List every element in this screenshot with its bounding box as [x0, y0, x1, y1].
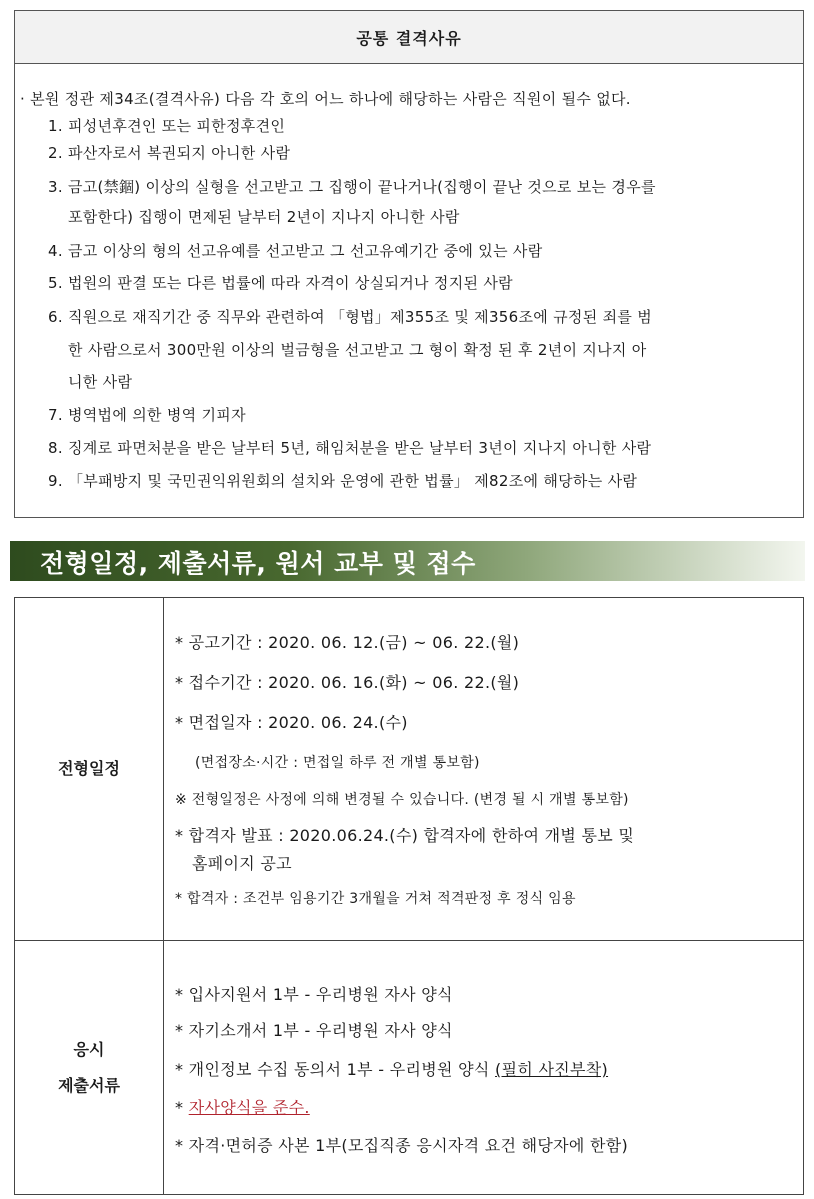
list-item: 4. 금고 이상의 형의 선고유예를 선고받고 그 선고유예기간 중에 있는 사람 [48, 242, 543, 260]
document-format-notice [175, 1095, 310, 1118]
format-notice-bullet: * [175, 1098, 189, 1117]
schedule-interview-note: (면접장소·시간 : 면접일 하루 전 개별 통보함) [195, 755, 480, 771]
schedule-announcement: * 합격자 발표 : 2020.06.24.(수) 합격자에 한하여 개별 통보 및 [175, 826, 635, 845]
list-item: 3. 금고(禁錮) 이상의 실형을 선고받고 그 집행이 끝나거나(집행이 끝난 것으로 보는 경우를 [48, 178, 656, 196]
list-item-continuation: 한 사람으로서 300만원 이상의 벌금형을 선고받고 그 형이 확정 된 후 2년이 지나지 아 [68, 341, 647, 359]
schedule-interview-date: * 면접일자 : 2020. 06. 24.(수) [175, 713, 408, 732]
document-self-introduction: * 자기소개서 1부 - 우리병원 자사 양식 [175, 1021, 453, 1040]
schedule-probation: * 합격자 : 조건부 임용기간 3개월을 거쳐 적격판정 후 정식 임용 [175, 891, 576, 907]
document-license-copy: * 자격·면허증 사본 1부(모집직종 응시자격 요건 해당자에 한함) [175, 1136, 629, 1155]
document-application-form: * 입사지원서 1부 - 우리병원 자사 양식 [175, 985, 453, 1004]
section-header-bar [10, 541, 805, 581]
schedule-posting-period: * 공고기간 : 2020. 06. 12.(금) ~ 06. 22.(월) [175, 633, 520, 652]
documents-label-line1: 응시 [73, 1040, 105, 1059]
list-item: 8. 징계로 파면처분을 받은 날부터 5년, 해임처분을 받은 날부터 3년이 지나지 아니한 사람 [48, 439, 652, 457]
format-notice-text: 자사양식을 준수. [188, 1098, 310, 1117]
list-item: 5. 법원의 판결 또는 다른 법률에 따라 자격이 상실되거나 정지된 사람 [48, 274, 513, 292]
disqualification-intro: · 본원 정관 제34조(결격사유) 다음 각 호의 어느 하나에 해당하는 사람은 직원이 될수 없다. [20, 90, 631, 108]
schedule-change-notice: ※ 전형일정은 사정에 의해 변경될 수 있습니다. (변경 될 시 개별 통보함) [175, 792, 629, 808]
list-item: 1. 피성년후견인 또는 피한정후견인 [48, 117, 286, 135]
schedule-documents-table [14, 597, 804, 1195]
privacy-consent-text: * 개인정보 수집 동의서 1부 - 우리병원 양식 [175, 1060, 496, 1079]
list-item-continuation: 포함한다) 집행이 면제된 날부터 2년이 지나지 아니한 사람 [68, 208, 460, 226]
disqualification-title: 공통 결격사유 [15, 11, 803, 64]
schedule-label: 전형일정 [58, 759, 120, 778]
column-divider [163, 598, 164, 1194]
list-item-continuation: 니한 사람 [68, 373, 133, 391]
document-privacy-consent [175, 1057, 608, 1080]
list-item: 9. 「부패방지 및 국민권익위원회의 설치와 운영에 관한 법률」 제82조에 해당하는 사람 [48, 472, 638, 490]
list-item: 2. 파산자로서 복권되지 아니한 사람 [48, 144, 291, 162]
schedule-announcement-cont: 홈페이지 공고 [192, 854, 292, 873]
schedule-application-period: * 접수기간 : 2020. 06. 16.(화) ~ 06. 22.(월) [175, 673, 520, 692]
section-title: 전형일정, 제출서류, 원서 교부 및 접수 [40, 549, 476, 578]
list-item: 7. 병역법에 의한 병역 기피자 [48, 406, 246, 424]
documents-label-line2: 제출서류 [58, 1076, 120, 1095]
list-item: 6. 직원으로 재직기간 중 직무와 관련하여 「형법」제355조 및 제356조에 규정된 죄를 범 [48, 308, 653, 326]
row-divider [15, 940, 803, 941]
photo-required-note: (필히 사진부착) [495, 1060, 609, 1079]
